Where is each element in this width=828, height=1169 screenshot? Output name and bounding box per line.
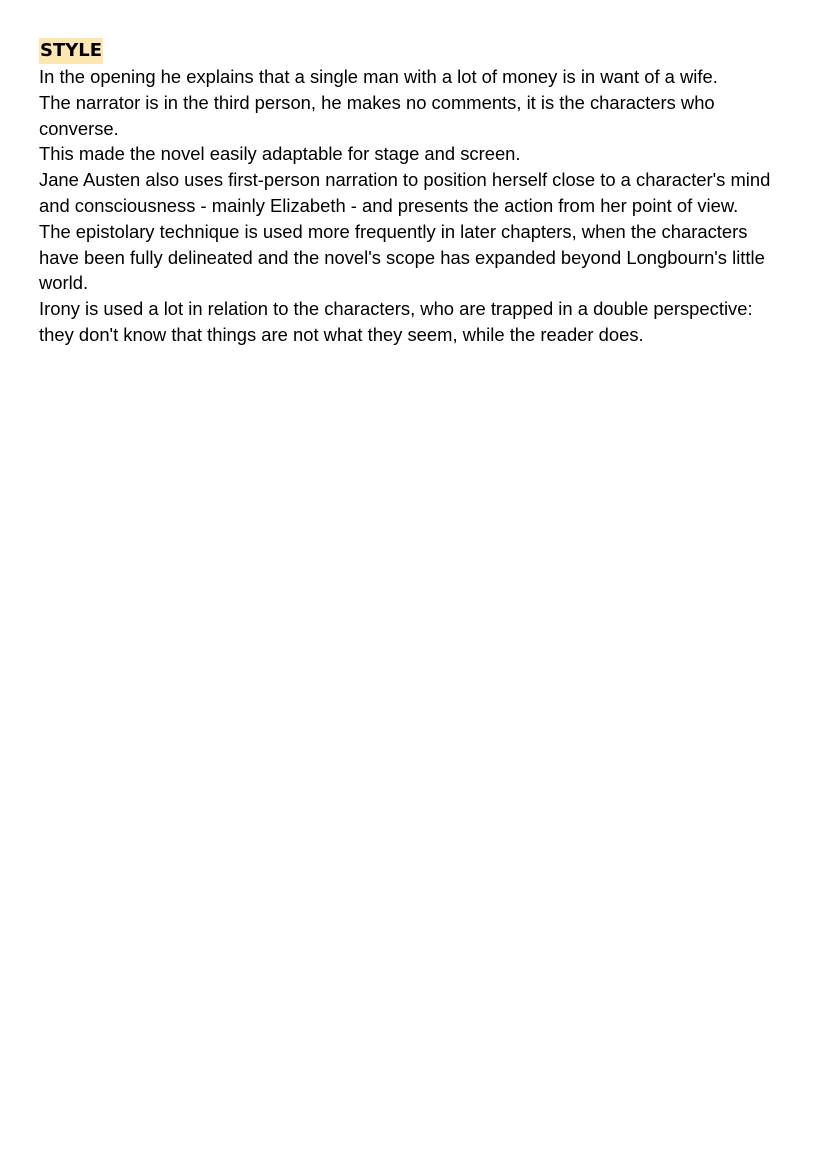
paragraph-epistolary: The epistolary technique is used more frequently in later chapters, when the characters have been fully delineated and the novel's scope has expanded beyond Longbourn's little world.: [39, 220, 765, 294]
body-text: [39, 64, 791, 348]
paragraph-opening: In the opening he explains that a single man with a lot of money is in want of a wife.: [39, 66, 718, 87]
paragraph-first-person: Jane Austen also uses first-person narration to position herself close to a character's mind and consciousness - mainly Elizabeth - and presents the action from her point of view.: [39, 169, 771, 216]
paragraph-narrator: The narrator is in the third person, he makes no comments, it is the characters who converse.: [39, 91, 715, 139]
document-content: [39, 38, 791, 348]
section-heading: STYLE: [39, 38, 103, 64]
paragraph-adaptable: This made the novel easily adaptable for stage and screen.: [39, 143, 521, 165]
paragraph-irony: Irony is used a lot in relation to the characters, who are trapped in a double perspective: they don't know that things are not what they seem, while the reader does.: [39, 298, 753, 345]
